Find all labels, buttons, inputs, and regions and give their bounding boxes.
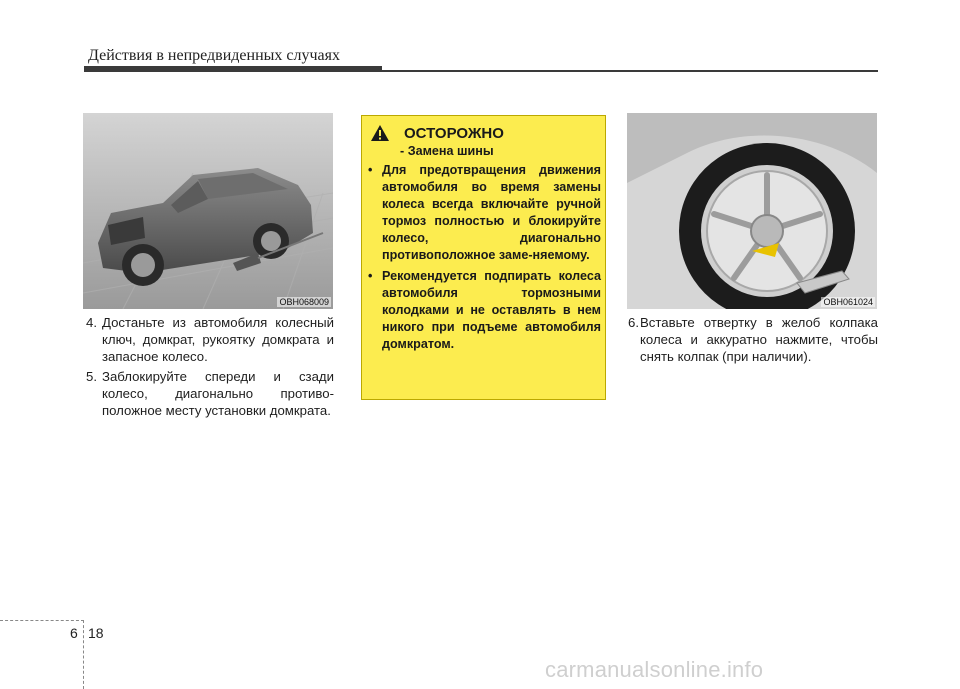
figure-code-wheel: OBH061024 (823, 297, 873, 307)
caution-item (368, 162, 601, 264)
left-step-list (86, 314, 334, 422)
bullet: • (368, 163, 373, 177)
watermark: carmanualsonline.info (545, 657, 764, 682)
caution-header (370, 124, 504, 142)
car-jack-photo (83, 113, 333, 309)
chapter-number: 6 (70, 625, 78, 641)
caution-box (361, 115, 606, 400)
step-number: 5. (86, 369, 97, 384)
figure-code-car: OBH068009 (279, 297, 329, 307)
step-text: Заблокируйте спереди и сзади колесо, диагонально противо-положное месту установки домкрата. (102, 369, 334, 418)
wheel-illustration (627, 113, 877, 309)
step-number: 6. (628, 315, 639, 330)
right-step-list (628, 314, 878, 368)
step-item (628, 314, 878, 365)
bullet: • (368, 269, 373, 283)
wheel-cover-photo (627, 113, 877, 309)
step-text: Вставьте отвертку в желоб колпака колеса и аккуратно нажмите, чтобы снять колпак (при наличии). (640, 315, 878, 364)
step-text: Достаньте из автомобиля колесный ключ, домкрат, рукоятку домкрата и запасное колесо. (102, 315, 334, 364)
footer-divider (83, 620, 84, 689)
caution-subtitle: - Замена шины (400, 144, 494, 158)
caution-list (368, 162, 601, 357)
header-rule-thin (84, 70, 878, 72)
footer-rule (0, 620, 84, 621)
step-item (86, 368, 334, 419)
section-title: Действия в непредвиденных случаях (88, 47, 340, 64)
caution-text: Для предотвращения движения автомобиля во время замены колеса всегда включайте ручной тормоз полностью и блокируйте колесо, диагонально противоположное заме-няемому. (382, 163, 601, 262)
warning-triangle-icon (370, 124, 390, 142)
step-item (86, 314, 334, 365)
caution-item (368, 268, 601, 353)
car-illustration (83, 113, 333, 309)
caution-text: Рекомендуется подпирать колеса автомобиля тормозными колодками и не оставлять в нем никого при подъеме автомобиля домкратом. (382, 269, 601, 351)
caution-title: ОСТОРОЖНО (404, 124, 504, 142)
step-number: 4. (86, 315, 97, 330)
page-number: 18 (88, 625, 104, 641)
